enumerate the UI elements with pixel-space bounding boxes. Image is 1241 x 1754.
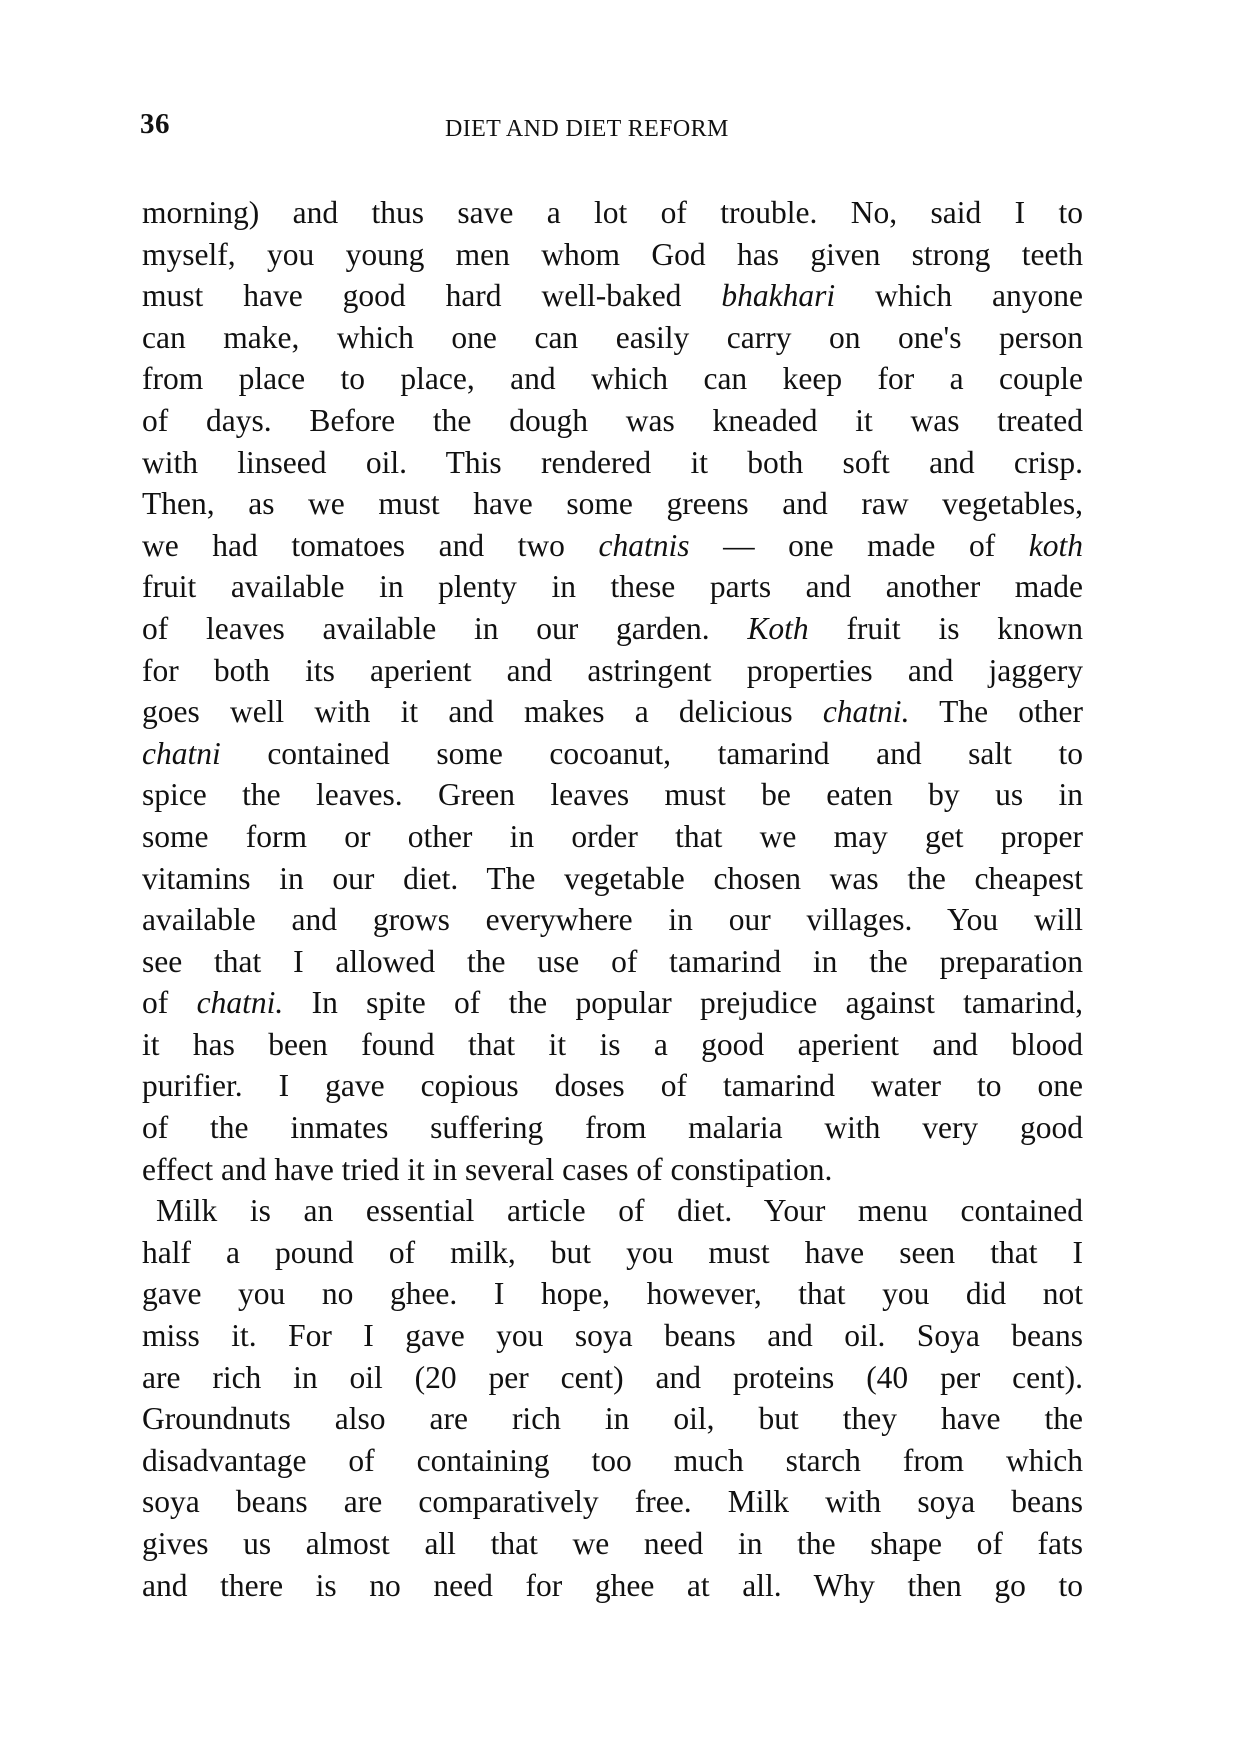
text-line: for both its aperient and astringent properties and jaggery xyxy=(142,652,1083,688)
text-line: are rich in oil (20 per cent) and proteins (40 per cent). xyxy=(142,1359,1083,1395)
text-line: disadvantage of containing too much starch from which xyxy=(142,1442,1083,1478)
text-line: soya beans are comparatively free. Milk with soya beans xyxy=(142,1484,1083,1520)
text-line: of chatni. In spite of the popular prejudice against tamarind, xyxy=(142,985,1083,1021)
text-line: gives us almost all that we need in the shape of fats xyxy=(142,1526,1083,1561)
text-line: half a pound of milk, but you must have seen that I xyxy=(142,1234,1083,1270)
text-line: we had tomatoes and two chatnis — one made of koth xyxy=(142,527,1083,563)
text-line: see that I allowed the use of tamarind in the preparation xyxy=(142,943,1083,979)
italic-term: koth xyxy=(1028,527,1083,563)
text-line: miss it. For I gave you soya beans and oil. Soya beans xyxy=(142,1318,1083,1354)
text-line: Then, as we must have some greens and raw vegetables, xyxy=(142,486,1083,522)
text-line: can make, which one can easily carry on one's person xyxy=(142,319,1083,355)
text-line: goes well with it and makes a delicious chatni. The other xyxy=(142,694,1083,730)
italic-term: Koth xyxy=(747,610,809,646)
italic-term: chatni. xyxy=(822,694,910,730)
text-line: spice the leaves. Green leaves must be eaten by us in xyxy=(142,777,1083,813)
italic-term: chatni xyxy=(142,735,221,771)
text-line: and there is no need for ghee at all. Why then go to xyxy=(142,1567,1083,1603)
text-line: myself, you young men whom God has given strong teeth xyxy=(142,236,1083,272)
text-line: effect and have tried it in several cases of constipation. xyxy=(142,1151,833,1187)
text-line: some form or other in order that we may get proper xyxy=(142,818,1083,854)
text-line: it has been found that it is a good aperient and blood xyxy=(142,1026,1083,1062)
text-line: morning) and thus save a lot of trouble. No, said I to xyxy=(142,195,1083,230)
text-line: vitamins in our diet. The vegetable chosen was the cheapest xyxy=(142,860,1083,896)
text-line: Milk is an essential article of diet. Your menu contained xyxy=(156,1193,1083,1229)
page-number: 36 xyxy=(140,108,170,140)
running-head xyxy=(140,108,1086,148)
text-line: chatni contained some cocoanut, tamarind and salt to xyxy=(142,735,1083,771)
text-line: gave you no ghee. I hope, however, that you did not xyxy=(142,1276,1083,1312)
italic-term: bhakhari xyxy=(721,278,836,314)
text-line: of the inmates suffering from malaria with very good xyxy=(142,1110,1083,1146)
text-line: of leaves available in our garden. Koth fruit is known xyxy=(142,610,1083,646)
text-line: from place to place, and which can keep for a couple xyxy=(142,361,1083,397)
text-line: Groundnuts also are rich in oil, but they have the xyxy=(142,1401,1083,1437)
body-text xyxy=(142,192,1083,1606)
text-line: fruit available in plenty in these parts and another made xyxy=(142,569,1083,605)
italic-term: chatnis xyxy=(598,527,690,563)
text-line: must have good hard well-baked bhakhari which anyone xyxy=(142,278,1083,314)
text-line: purifier. I gave copious doses of tamarind water to one xyxy=(142,1068,1083,1104)
text-line: of days. Before the dough was kneaded it was treated xyxy=(142,402,1083,438)
running-title: DIET AND DIET REFORM xyxy=(445,116,729,142)
text-line: with linseed oil. This rendered it both soft and crisp. xyxy=(142,444,1083,480)
italic-term: chatni. xyxy=(196,985,284,1021)
text-line: available and grows everywhere in our villages. You will xyxy=(142,902,1083,938)
